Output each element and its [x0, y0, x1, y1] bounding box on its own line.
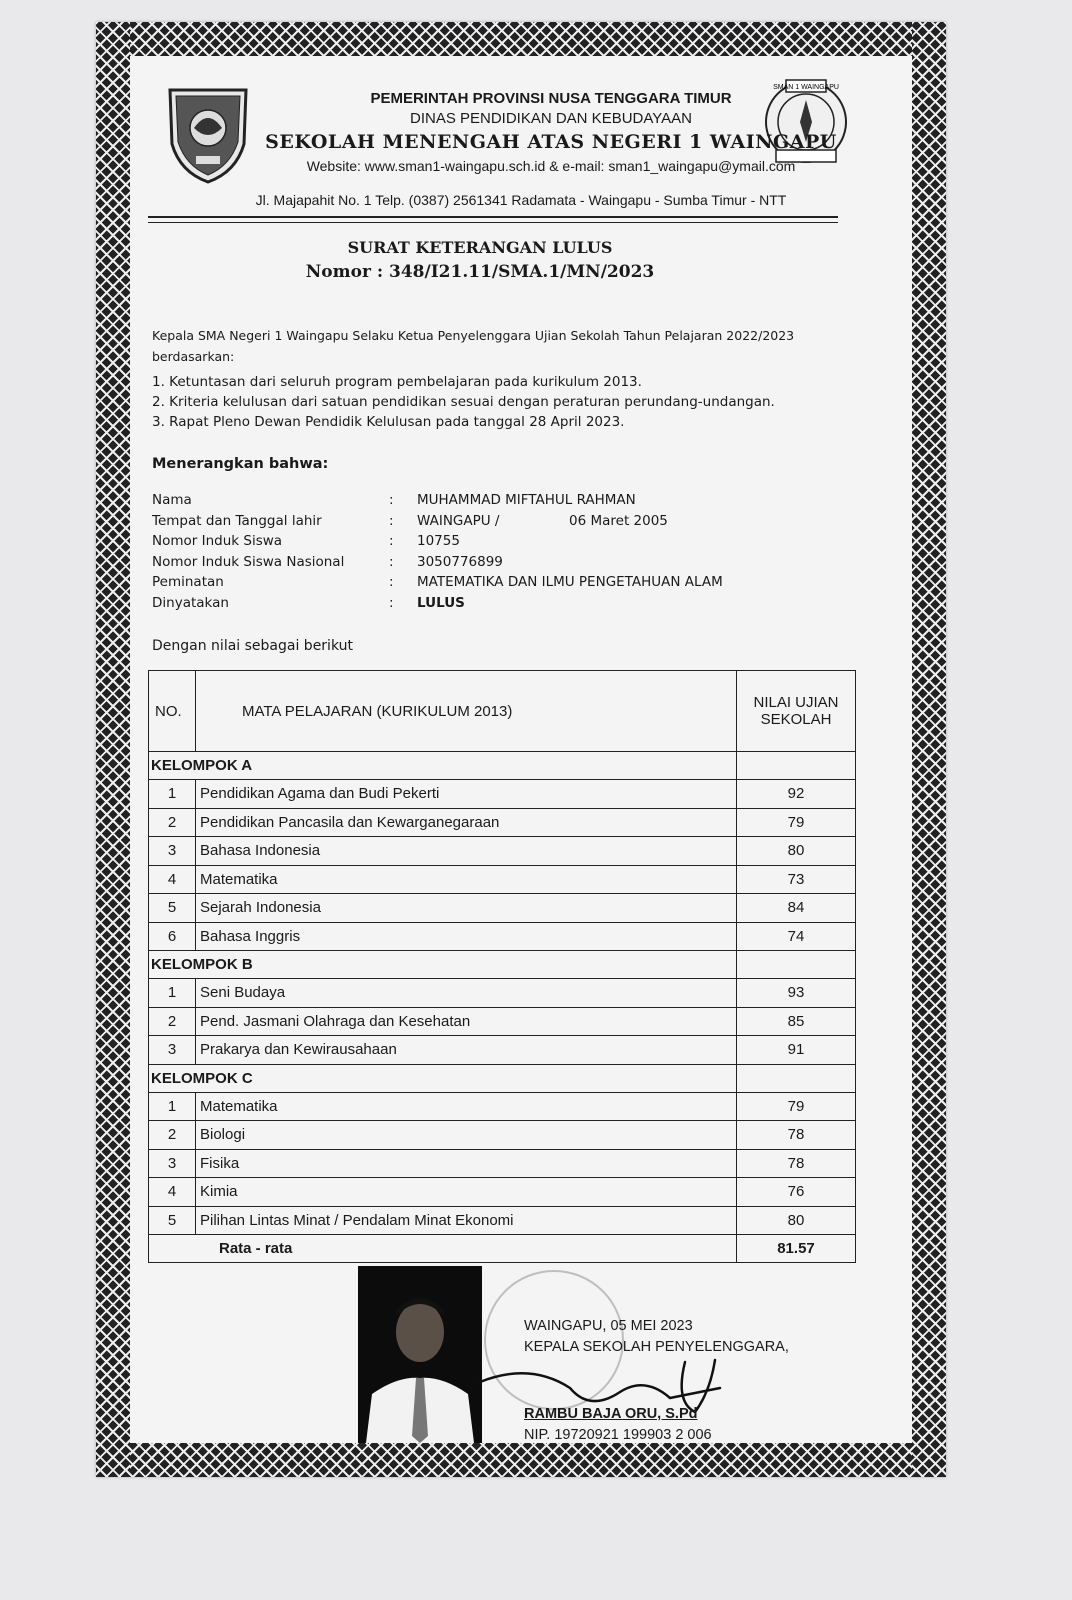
header-department: DINAS PENDIDIKAN DAN KEBUDAYAAN — [409, 110, 692, 127]
header-school-name: SEKOLAH MENENGAH ATAS NEGERI 1 WAINGAPU — [265, 131, 837, 153]
table-row: 2 Pendidikan Pancasila dan Kewarganegaraan 79 — [149, 808, 856, 837]
table-row: 3 Bahasa Indonesia 80 — [149, 837, 856, 866]
group-row: KELOMPOK B — [149, 951, 856, 979]
intro-text: Kepala SMA Negeri 1 Waingapu Selaku Ketua Penyelenggara Ujian Sekolah Tahun Pelajaran 2022/2023 — [152, 328, 795, 343]
average-row — [149, 1235, 856, 1263]
student-name: MUHAMMAD MIFTAHUL RAHMAN — [417, 492, 636, 508]
signer-nip: NIP. 19720921 199903 2 006 — [524, 1427, 712, 1443]
table-row: 6 Bahasa Inggris 74 — [149, 922, 856, 951]
table-row: 3 Fisika 78 — [149, 1149, 856, 1178]
svg-text:SMAN 1 WAINGAPU: SMAN 1 WAINGAPU — [773, 84, 839, 91]
table-row: 5 Pilihan Lintas Minat / Pendalam Minat Ekonomi 80 — [149, 1206, 856, 1235]
table-row: 3 Prakarya dan Kewirausahaan 91 — [149, 1036, 856, 1065]
table-row: 5 Sejarah Indonesia 84 — [149, 894, 856, 923]
student-nis: 10755 — [417, 533, 460, 550]
basis-list — [152, 372, 775, 432]
table-row: 1 Seni Budaya 93 — [149, 979, 856, 1008]
average-label: Rata - rata — [149, 1235, 737, 1263]
list-item: 3. Rapat Pleno Dewan Pendidik Kelulusan pada tanggal 28 April 2023. — [152, 414, 625, 430]
border-left — [96, 22, 130, 1477]
header-address: Jl. Majapahit No. 1 Telp. (0387) 2561341 Radamata - Waingapu - Sumba Timur - NTT — [255, 192, 787, 208]
border-top — [96, 22, 946, 56]
header-subject: MATA PELAJARAN (KURIKULUM 2013) — [196, 671, 737, 752]
group-row: KELOMPOK C — [149, 1064, 856, 1092]
table-row: 2 Pend. Jasmani Olahraga dan Kesehatan 85 — [149, 1007, 856, 1036]
graduation-status: LULUS — [417, 594, 465, 611]
document-title: SURAT KETERANGAN LULUS — [347, 238, 613, 257]
border-bottom — [96, 1443, 946, 1477]
list-item: 2. Kriteria kelulusan dari satuan pendidikan sesuai dengan peraturan perundang-undangan. — [152, 394, 775, 410]
signer-name: RAMBU BAJA ORU, S.Pd — [524, 1406, 698, 1422]
document-number: Nomor : 348/I21.11/SMA.1/MN/2023 — [305, 262, 655, 282]
signer-position: KEPALA SEKOLAH PENYELENGGARA, — [524, 1339, 789, 1355]
birth-place: WAINGAPU / — [417, 512, 500, 529]
header-value: NILAI UJIAN SEKOLAH — [737, 671, 856, 752]
header-no: NO. — [149, 671, 196, 752]
certificate-sheet — [96, 22, 946, 1477]
header-rule-thin — [148, 222, 838, 223]
list-item: 1. Ketuntasan dari seluruh program pembelajaran pada kurikulum 2013. — [152, 374, 642, 390]
header-government: PEMERINTAH PROVINSI NUSA TENGGARA TIMUR — [370, 90, 732, 107]
average-value: 81.57 — [737, 1235, 856, 1263]
student-nisn: 3050776899 — [417, 553, 503, 570]
student-major: MATEMATIKA DAN ILMU PENGETAHUAN ALAM — [417, 574, 723, 591]
table-row: 1 Pendidikan Agama dan Budi Pekerti 92 — [149, 780, 856, 809]
header-contact: Website: www.sman1-waingapu.sch.id & e-mail: sman1_waingapu@ymail.com — [306, 158, 796, 174]
birth-date: 06 Maret 2005 — [569, 512, 668, 529]
signing-place-date: WAINGAPU, 05 MEI 2023 — [524, 1318, 693, 1334]
table-header-row — [149, 671, 856, 752]
table-row: 4 Matematika 73 — [149, 865, 856, 894]
grades-table — [148, 670, 856, 1263]
header-rule — [148, 216, 838, 218]
intro-text-cont: berdasarkan: — [152, 349, 235, 364]
certificate-content: SMAN 1 WAINGAPU PEMERINTAH PROVINSI NUSA TENGGARA TIMUR DINAS PENDIDIKAN DAN KEBUDAYAAN SEKOLAH MENENGAH ATAS NEGERI 1 WAINGAPU Website: www.sman1-waingapu.sch.id & e-mail: sman1_waingapu@ymail.com Jl. Majapahit No. 1 Telp. (0387) 2561341 Radamata - Waingapu - Sumba Timur - NTT SURAT KETERANGAN LULUS Nomor : 348/I21.11/SMA.1/MN/2023 Kepala SMA Negeri 1 Waingapu Selaku Ketua Penyelenggara Ujian Sekolah Tahun Pelajaran 2022/2023 berdasarkan: 1. Ketuntasan dari seluruh program pembelajaran pada kurikulum 2013. 2. Kriteria kelulusan dari satuan pendidikan sesuai dengan peraturan perundang-undangan. 3. Rapat Pleno Dewan Pendidik Kelulusan pada tanggal 28 April 2023. Menerangkan bahwa: Nama : MUHAMMAD MIFTAHUL RAHMAN Tempat dan Tanggal lahir : WAINGAPU / 06 Maret 2005 Nomor Induk Siswa : 10755 Nomor Induk Siswa Nasional : 3050776899 Peminatan : MATEMATIKA DAN ILMU PENGETAHUAN ALAM Dinyatakan : LULUS Dengan nilai sebagai berikut NO. MATA PELAJARAN (KURIKULUM 2013) NILAI UJIAN SEKOLAH KELOMPOK A 1 Pendidikan Agama dan Budi Pekerti 92 2 Pendidikan Pancasila dan Kewarganegaraan 79 3 Bahasa Indonesia 80 4 Matematika 73 5 Sejarah Indonesia 84 6 Bahasa Inggris 74 KELOMPOK B 1 Seni Budaya 93 2 Pend. Jasmani Olahraga dan Kesehatan 85 3 Prakarya dan Kewirausahaan 91 KELOMPOK C 1 Matematika 79 2 Biologi 78 3 Fisika 78 4 Kimia 76 5 Pilihan Lintas Minat / Pendalam Minat Ekonomi 80 Rata - rata 81.57 WAINGAPU, 05 MEI 2023 KEPALA SEKOLAH PENYELENGGARA, RAMBU BAJA ORU, S.Pd NIP. 19720921 199903 2 006 — [130, 56, 912, 1443]
table-row: 4 Kimia 76 — [149, 1178, 856, 1207]
grades-intro: Dengan nilai sebagai berikut — [152, 638, 353, 654]
table-row: 1 Matematika 79 — [149, 1092, 856, 1121]
student-photo — [358, 1266, 482, 1443]
group-row: KELOMPOK A — [149, 752, 856, 780]
border-right — [912, 22, 946, 1477]
table-row: 2 Biologi 78 — [149, 1121, 856, 1150]
statement-heading: Menerangkan bahwa: — [152, 456, 329, 472]
